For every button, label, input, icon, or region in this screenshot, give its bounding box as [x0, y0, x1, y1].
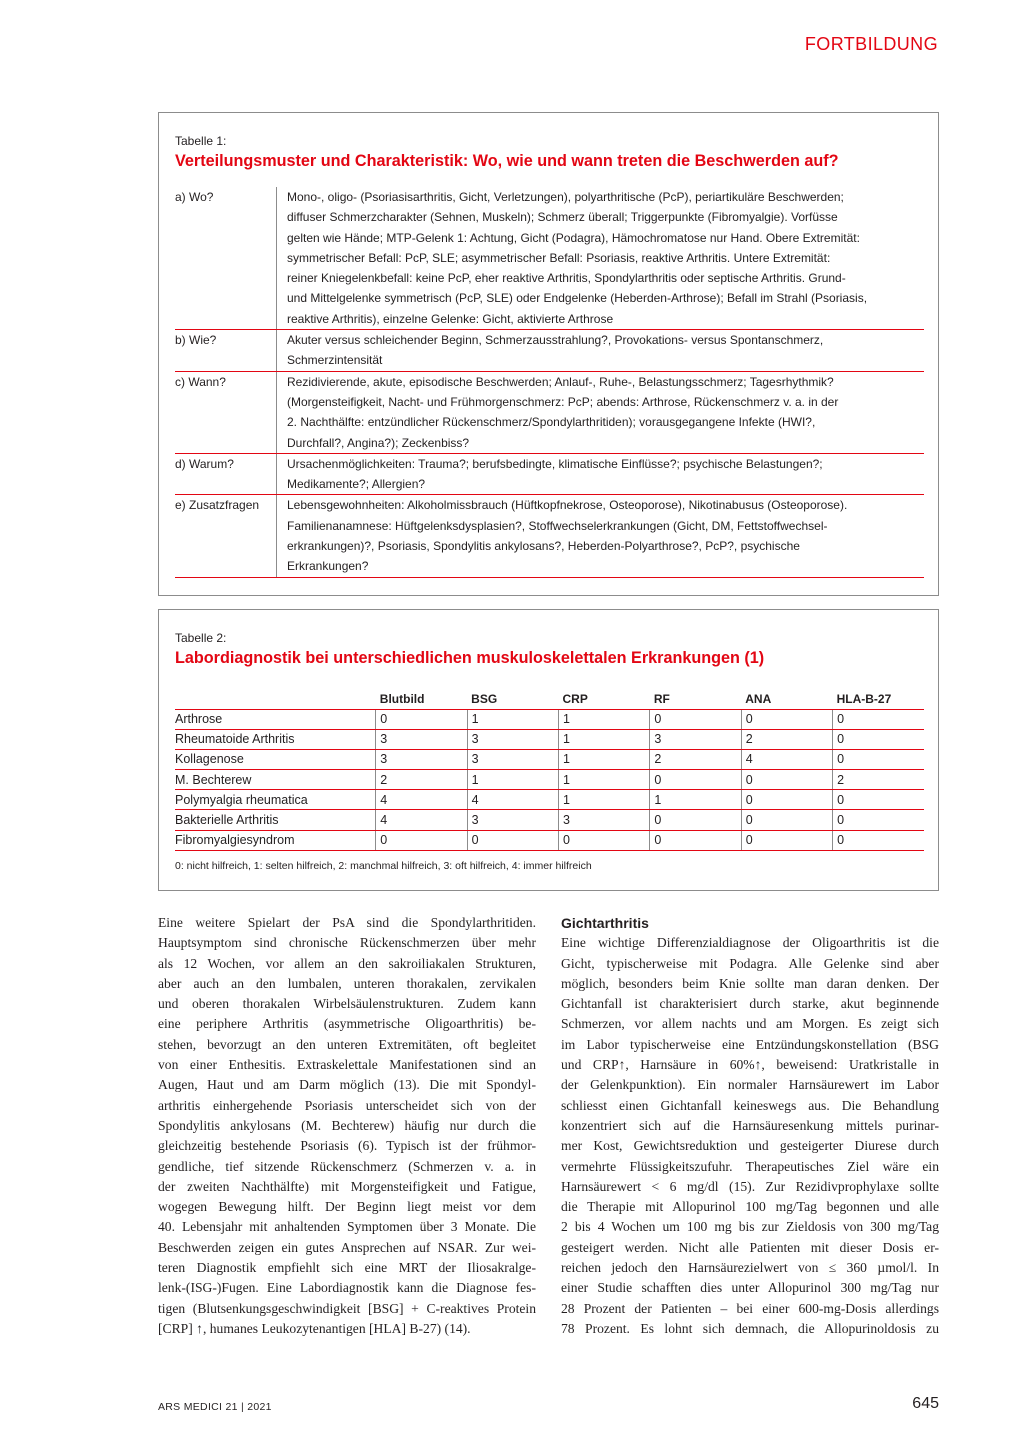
table1-row	[175, 187, 924, 330]
body-line: 78 Prozent. Es lohnt sich demnach, die Allopurinoldosis zu	[561, 1320, 939, 1336]
table2-cell: 1	[467, 709, 558, 729]
section-heading: FORTBILDUNG	[804, 34, 938, 54]
body-line: und oberen thorakalen Wirbelsäulenstrukturen. Zudem kann	[158, 996, 536, 1012]
table2-cell: 0	[741, 770, 832, 790]
section-subheading: Gichtarthritis	[561, 915, 649, 931]
table2-row-name: Polymyalgia rheumatica	[175, 790, 376, 810]
table2-row-name: Bakterielle Arthritis	[175, 810, 376, 830]
table2-title: Labordiagnostik bei unterschiedlichen muskuloskelettalen Erkrankungen (1)	[175, 649, 765, 667]
table2	[175, 689, 924, 851]
table2-cell: 3	[376, 729, 467, 749]
table1-row-line: Mono-, oligo- (Psoriasisarthritis, Gicht, Verletzungen), polyarthritische (PcP), periartikuläre Beschwerden;	[287, 190, 844, 204]
table2-cell: 4	[741, 749, 832, 769]
table2-cell: 4	[467, 790, 558, 810]
table2-header-row	[175, 689, 924, 709]
table1-row-value	[277, 187, 924, 329]
table2-corner-cell	[175, 689, 376, 709]
table2-row	[175, 790, 924, 810]
body-line: mer Kost, Gewichtsreduktion und gesteigerter Diurese durch	[561, 1138, 939, 1154]
table1-row-line: reiner Kniegelenkbefall: keine PcP, eher reaktive Arthritis, Spondylarthritis oder septische Arthritis. Grund-	[287, 271, 846, 286]
table2-cell: 1	[559, 709, 650, 729]
table2-cell: 3	[376, 749, 467, 769]
table1-row-line: Familienanamnese: Hüftgelenksdysplasien?, Stoffwechselerkrankungen (Gicht, DM, Fettstoffwechsel-	[287, 518, 828, 533]
table2-cell: 3	[467, 749, 558, 769]
body-line: einer Studie schafften dies unter Allopurinol 300 mg/Tag nur	[561, 1280, 939, 1296]
body-line: eine periphere Arthritis (asymmetrische Oligoarthritis) be-	[158, 1016, 536, 1032]
body-line: schliesst einen Gichtanfall keineswegs aus. Die Behandlung	[561, 1097, 939, 1113]
table2-cell: 0	[833, 709, 924, 729]
table2-col-header: ANA	[741, 689, 832, 709]
table2-row	[175, 810, 924, 830]
table2-col-header: HLA-B-27	[833, 689, 924, 709]
table1-title: Verteilungsmuster und Charakteristik: Wo, wie und wann treten die Beschwerden auf?	[175, 152, 839, 170]
table2-row	[175, 729, 924, 749]
table1-row-line: gelten wie Hände; MTP-Gelenk 1: Achtung, Gicht (Podagra), Hämochromatose nur Hand. Obere Extremität:	[287, 230, 860, 245]
table1-row-line: Ursachenmöglichkeiten: Trauma?; berufsbedingte, klimatische Einflüsse?; psychische Belastungen?;	[287, 456, 823, 471]
table2-cell: 0	[376, 830, 467, 850]
table1	[175, 187, 924, 578]
table2-legend: 0: nicht hilfreich, 1: selten hilfreich, 2: manchmal hilfreich, 3: oft hilfreich, 4: immer hilfreich	[175, 860, 592, 872]
body-line: konzentriert sich auf die Harnsäuresenkung mittels purinar-	[561, 1117, 939, 1133]
table2-row	[175, 770, 924, 790]
table2-col-header: BSG	[467, 689, 558, 709]
table2-cell: 3	[559, 810, 650, 830]
body-line: Gicht, typischerweise mit Podagra. Alle Gelenke sind aber	[561, 955, 939, 971]
table1-row-line: Durchfall?, Angina?); Zeckenbiss?	[287, 435, 470, 450]
table2-col-header: CRP	[559, 689, 650, 709]
table1-row	[175, 372, 924, 454]
table2-row-name: Arthrose	[175, 709, 376, 729]
body-line: und CRP↑, Harnsäure in 60%↑, beweisend: Uratkristalle in	[561, 1057, 939, 1073]
table2-cell: 0	[833, 729, 924, 749]
table2-cell: 0	[741, 790, 832, 810]
table1-row-line: 2. Nachthälfte: entzündlicher Rückenschmerz/Spondylarthritiden); vorausgegangene Infekte (HWI?,	[287, 415, 816, 430]
table1-row-key: e) Zusatzfragen	[175, 495, 277, 576]
footer-journal: ARS MEDICI 21 | 2021	[158, 1401, 272, 1413]
body-line: tigen (Blutsenkungsgeschwindigkeit [BSG] + C-reaktives Protein	[158, 1300, 536, 1316]
body-line: Hauptsymptom sind chronische Rückenschmerzen über mehr	[158, 935, 536, 951]
page-number: 645	[912, 1395, 939, 1412]
table1-row-line: diffuser Schmerzcharakter (Sehnen, Muskeln); Schmerz überall; Triggerpunkte (Fibromyalgie). Vorfüsse	[287, 210, 838, 225]
table1-row	[175, 454, 924, 496]
body-line: Beschwerden zeigen ein gutes Ansprechen auf NSAR. Zur wei-	[158, 1239, 536, 1255]
table1-row-key: a) Wo?	[175, 187, 277, 329]
table1-row-line: und Mittelgelenke symmetrisch (PcP, SLE) oder Endgelenke (Heberden-Arthrose); Befall im Strahl (Psoriasis,	[287, 291, 868, 306]
body-line: der Gelenkpunktion). Ein normaler Harnsäurewert im Labor	[561, 1077, 939, 1093]
body-line: teren Diagnostik empfiehlt sich eine MRT der Iliosakralge-	[158, 1260, 536, 1276]
table2-cell: 0	[833, 749, 924, 769]
table1-row-value	[277, 495, 924, 576]
table2-cell: 2	[833, 770, 924, 790]
table1-row-line: Erkrankungen?	[287, 559, 369, 574]
body-line: Schmerzen, vor allem nachts und am Morgen. Es zeigt sich	[561, 1016, 939, 1032]
table2-cell: 0	[650, 810, 741, 830]
body-line: stehen, bevorzugt an den unteren Extremitäten, oft begleitet	[158, 1036, 536, 1052]
table2-row-name: Fibromyalgiesyndrom	[175, 830, 376, 850]
table1-label: Tabelle 1:	[175, 134, 227, 148]
table2-cell: 4	[376, 790, 467, 810]
table1-row-line: reaktive Arthritis), einzelne Gelenke: Gicht, aktivierte Arthrose	[287, 311, 614, 326]
table2-cell: 2	[741, 729, 832, 749]
body-line: Eine wichtige Differenzialdiagnose der Oligoarthritis ist die	[561, 935, 939, 951]
table2-cell: 1	[559, 729, 650, 749]
body-column-left	[158, 913, 536, 1339]
table1-row-line: Akuter versus schleichender Beginn, Schmerzausstrahlung?, Provokations- versus Spontanschmerz,	[287, 333, 824, 348]
body-line: reichen jedoch den Harnsäurezielwert von ≤ 360 µmol/l. In	[561, 1260, 939, 1276]
body-column-right	[561, 913, 939, 1339]
body-line: vermehrte Flüssigkeitszufuhr. Therapeutisches Ziel wäre ein	[561, 1158, 939, 1174]
table1-row	[175, 495, 924, 577]
table2-row	[175, 749, 924, 769]
body-line: als 12 Wochen, vor allem an den sakroiliakalen Strukturen,	[158, 955, 536, 971]
body-line: im Labor typischerweise eine Entzündungskonstellation (BSG	[561, 1036, 939, 1052]
body-line: arthritis einhergehende Psoriasis unterscheidet sich von der	[158, 1097, 536, 1113]
body-line: 2 bis 4 Wochen um 100 mg bis zur Zieldosis von 300 mg/Tag	[561, 1219, 939, 1235]
table2-cell: 1	[559, 749, 650, 769]
table1-row-value	[277, 372, 924, 453]
table2-row-name: Rheumatoide Arthritis	[175, 729, 376, 749]
table2-cell: 1	[467, 770, 558, 790]
body-line: die Therapie mit Allopurinol 100 mg/Tag begonnen und alle	[561, 1199, 939, 1215]
table2-cell: 3	[650, 729, 741, 749]
body-line: 28 Prozent der Patienten – bei einer 600-mg-Dosis allerdings	[561, 1300, 939, 1316]
table2-row	[175, 709, 924, 729]
table2-cell: 0	[741, 709, 832, 729]
body-line: gesteigert werden. Nicht alle Patienten mit dieser Dosis er-	[561, 1239, 939, 1255]
body-line: [CRP] ↑, humanes Leukozytenantigen [HLA] B-27) (14).	[158, 1320, 471, 1336]
table1-row-line: Medikamente?; Allergien?	[287, 477, 426, 492]
table2-cell: 0	[741, 810, 832, 830]
table2-cell: 0	[467, 830, 558, 850]
table1-row-value	[277, 330, 924, 371]
body-line: von einer Enthesitis. Extraskelettale Manifestationen sind an	[158, 1057, 536, 1073]
body-line: gendliche, tief sitzende Rückenschmerz (Schmerzen v. a. in	[158, 1158, 536, 1174]
table2-cell: 1	[559, 790, 650, 810]
body-line: 40. Lebensjahr mit anhaltenden Symptomen über 3 Monate. Die	[158, 1219, 536, 1235]
body-line: Harnsäurewert < 6 mg/dl (15). Zur Rezidivprophylaxe sollte	[561, 1178, 939, 1194]
body-line: Augen, Haut und am Darm möglich (13). Die mit Spondyl-	[158, 1077, 536, 1093]
table1-row-line: Schmerzintensität	[287, 353, 383, 368]
table2-cell: 2	[376, 770, 467, 790]
table2-cell: 0	[741, 830, 832, 850]
body-line: möglich, besonders beim Knie sollte man daran denken. Der	[561, 975, 939, 991]
table2-cell: 3	[467, 729, 558, 749]
body-line: lenk-(ISG-)Fugen. Eine Labordiagnostik kann die Diagnose fes-	[158, 1280, 536, 1296]
table1-row-line: Lebensgewohnheiten: Alkoholmissbrauch (Hüftkopfnekrose, Osteoporose), Nikotinabusus (Osteoporose).	[287, 498, 848, 513]
table2-box	[158, 609, 939, 891]
table2-cell: 0	[833, 830, 924, 850]
table2-cell: 4	[376, 810, 467, 830]
table1-box	[158, 112, 939, 596]
table2-cell: 0	[833, 790, 924, 810]
table2-col-header: RF	[650, 689, 741, 709]
table2-cell: 2	[650, 749, 741, 769]
table1-row-line: erkrankungen)?, Psoriasis, Spondylitis ankylosans?, Heberden-Polyarthrose?, PcP?, psychische	[287, 539, 800, 554]
table2-cell: 3	[467, 810, 558, 830]
table2-cell: 0	[833, 810, 924, 830]
table2-cell: 0	[559, 830, 650, 850]
table1-row-key: c) Wann?	[175, 372, 277, 453]
body-line: der zweiten Nachthälfte) mit Morgensteifigkeit und Fatigue,	[158, 1178, 536, 1194]
table2-cell: 0	[650, 830, 741, 850]
body-line: gleichzeitig bestehende Psoriasis (6). Typisch ist der frühmor-	[158, 1138, 536, 1154]
table1-row-key: d) Warum?	[175, 454, 277, 495]
table1-row-line: symmetrischer Befall: PcP, SLE; asymmetrischer Befall: Psoriasis, reaktive Arthritis. Untere Extremität:	[287, 250, 831, 265]
table2-cell: 1	[559, 770, 650, 790]
body-line: Spondylitis ankylosans (M. Bechterew) häufig nur durch die	[158, 1117, 536, 1133]
table2-row	[175, 830, 924, 850]
table1-row-line: Rezidivierende, akute, episodische Beschwerden; Anlauf-, Ruhe-, Belastungsschmerz; Tagesrhythmik?	[287, 374, 834, 389]
body-line: aber auch an den lumbalen, unteren thorakalen, zervikalen	[158, 975, 536, 991]
body-line: Eine weitere Spielart der PsA sind die Spondylarthritiden.	[158, 915, 536, 930]
table2-cell: 0	[650, 709, 741, 729]
table2-row-name: M. Bechterew	[175, 770, 376, 790]
table1-row-value	[277, 454, 924, 495]
table1-row-line: (Morgensteifigkeit, Nacht- und Frühmorgenschmerz: PcP; abends: Arthrose, Rückenschmerz v. a. in der	[287, 394, 839, 409]
table1-row	[175, 330, 924, 372]
table2-cell: 0	[650, 770, 741, 790]
body-line: wogegen Bewegung hilft. Der Beginn liegt meist vor dem	[158, 1199, 536, 1215]
table2-col-header: Blutbild	[376, 689, 467, 709]
table2-label: Tabelle 2:	[175, 631, 227, 645]
table2-row-name: Kollagenose	[175, 749, 376, 769]
table1-row-key: b) Wie?	[175, 330, 277, 371]
body-line: Gichtanfall ist charakterisiert durch starke, akut beginnende	[561, 996, 939, 1012]
table2-cell: 1	[650, 790, 741, 810]
table2-cell: 0	[376, 709, 467, 729]
